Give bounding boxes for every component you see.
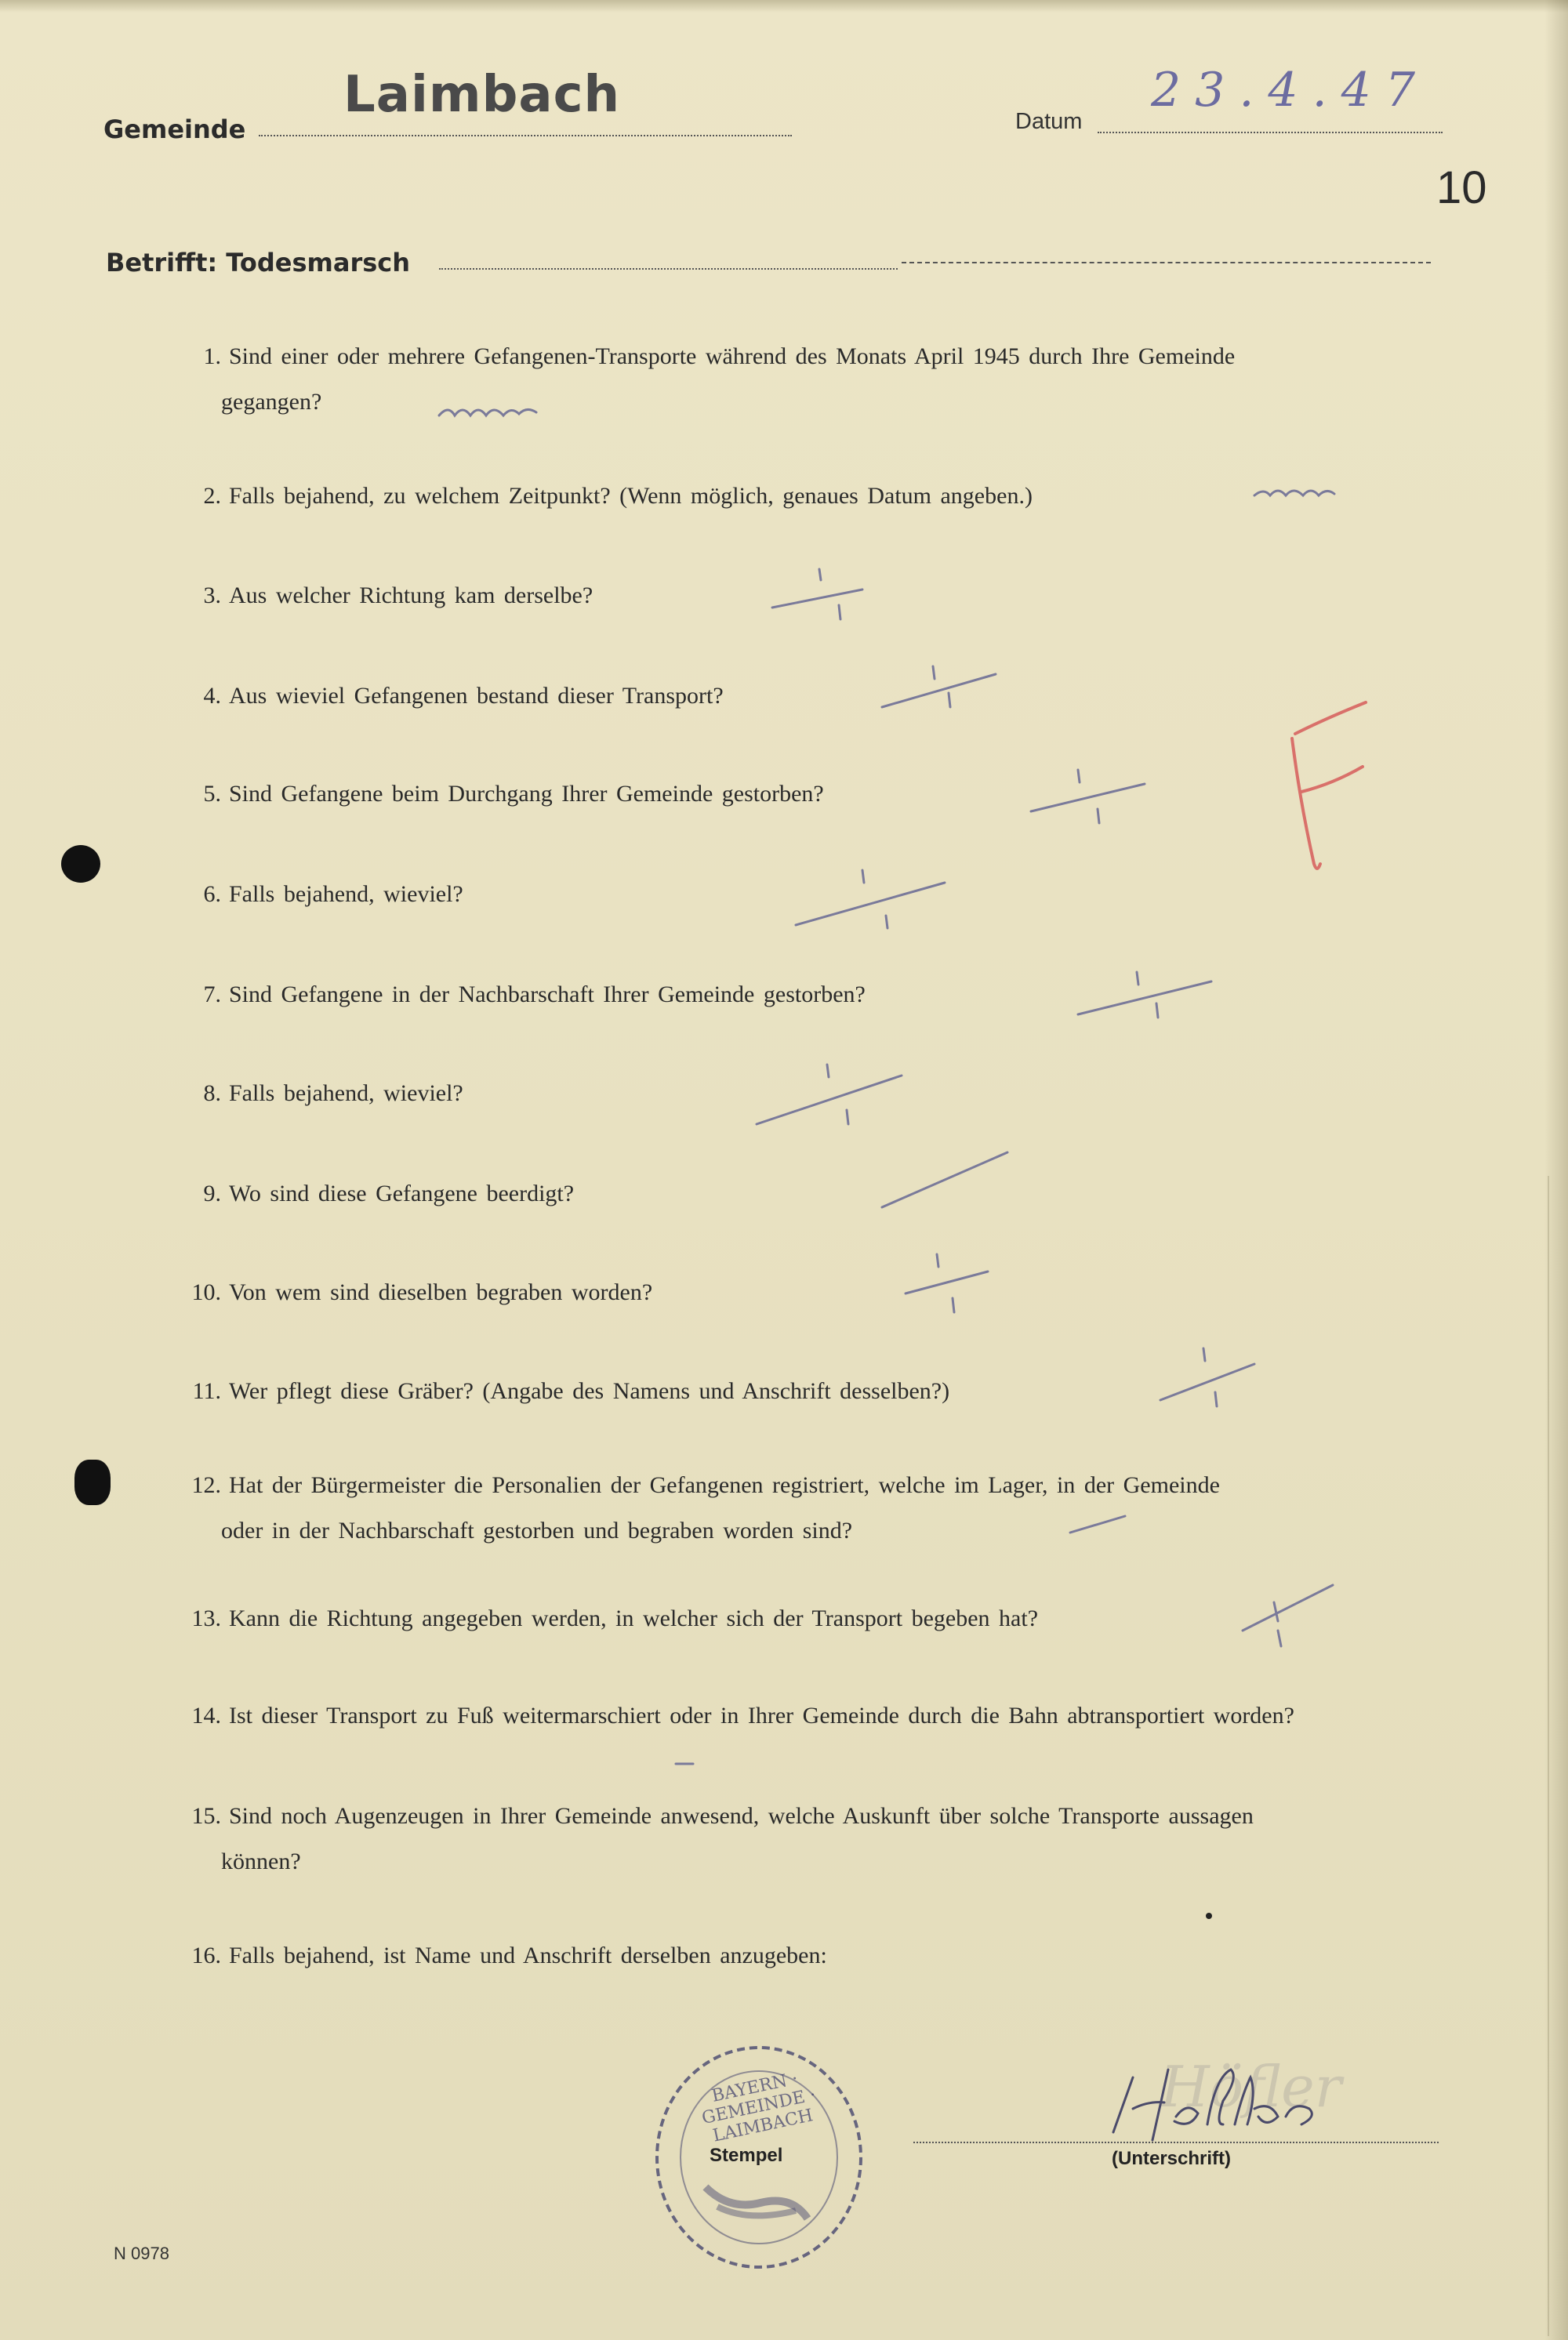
gemeinde-value: Laimbach bbox=[343, 66, 621, 124]
page-number: 10 bbox=[1436, 162, 1487, 213]
dash-mark-q11 bbox=[1160, 1348, 1254, 1406]
dash-mark-q9 bbox=[882, 1152, 1007, 1207]
dash-mark-q8 bbox=[757, 1065, 902, 1124]
dash-mark-q13 bbox=[1243, 1585, 1333, 1646]
question-text: Sind einer oder mehrere Gefangenen-Transporte während des Monats April 1945 durch Ihre Gemeinde bbox=[229, 343, 1236, 369]
dash-mark-q3 bbox=[772, 569, 862, 619]
dash-mark-q2 bbox=[1254, 491, 1334, 495]
question-text: Sind Gefangene beim Durchgang Ihrer Gemeinde gestorben? bbox=[229, 781, 824, 807]
question-number: 10. bbox=[191, 1279, 221, 1305]
stamp-text: BAYERN · GEMEINDE · LAIMBACH bbox=[700, 2069, 818, 2146]
dash-mark-q5 bbox=[1031, 770, 1145, 823]
question-text: Hat der Bürgermeister die Personalien der Gefangenen registriert, welche im Lager, in der Gemeinde bbox=[229, 1472, 1220, 1498]
question-text-cont: gegangen? bbox=[221, 389, 322, 415]
question-number: 12. bbox=[191, 1472, 221, 1498]
question-text-cont: können? bbox=[221, 1848, 301, 1874]
question-text: Falls bejahend, ist Name und Anschrift derselben anzugeben: bbox=[229, 1943, 827, 1968]
question-number: 8. bbox=[203, 1080, 221, 1106]
question-number: 16. bbox=[191, 1943, 221, 1968]
gemeinde-label: Gemeinde bbox=[103, 114, 246, 144]
dash-mark-q4 bbox=[882, 666, 996, 707]
question-text: Wo sind diese Gefangene beerdigt? bbox=[229, 1181, 575, 1206]
signature: Höfler bbox=[1160, 2054, 1342, 2120]
unterschrift-label: (Unterschrift) bbox=[1112, 2148, 1232, 2169]
question-text: Ist dieser Transport zu Fuß weitermarschiert oder in Ihrer Gemeinde durch die Bahn abtransportiert worden? bbox=[229, 1703, 1294, 1729]
question-number: 2. bbox=[203, 483, 221, 509]
ink-dot bbox=[1206, 1913, 1212, 1919]
datum-label: Datum bbox=[1015, 109, 1083, 134]
question-number: 9. bbox=[203, 1181, 221, 1206]
question-text: Wer pflegt diese Gräber? (Angabe des Namens und Anschrift desselben?) bbox=[229, 1378, 950, 1404]
question-text: Aus welcher Richtung kam derselbe? bbox=[229, 582, 593, 608]
question-number: 5. bbox=[203, 781, 221, 807]
question-text: Kann die Richtung angegeben werden, in welcher sich der Transport begeben hat? bbox=[229, 1605, 1039, 1631]
datum-value: 23.4.47 bbox=[1151, 63, 1430, 118]
stempel-label: Stempel bbox=[710, 2145, 783, 2166]
question-number: 15. bbox=[191, 1803, 221, 1829]
dash-mark-q10 bbox=[906, 1254, 988, 1312]
form-number: N 0978 bbox=[114, 2244, 169, 2263]
question-text-cont: oder in der Nachbarschaft gestorben und begraben worden sind? bbox=[221, 1518, 853, 1544]
betrifft-label: Betrifft: Todesmarsch bbox=[106, 248, 411, 278]
question-number: 1. bbox=[203, 343, 221, 369]
question-text: Aus wieviel Gefangenen bestand dieser Transport? bbox=[229, 683, 724, 709]
red-mark bbox=[1292, 702, 1366, 869]
question-number: 14. bbox=[191, 1703, 221, 1729]
question-number: 13. bbox=[191, 1605, 221, 1631]
question-number: 11. bbox=[192, 1378, 221, 1404]
dash-mark-q12 bbox=[1070, 1516, 1125, 1533]
dash-mark-q7 bbox=[1078, 972, 1211, 1018]
question-text: Falls bejahend, wieviel? bbox=[229, 1080, 463, 1106]
question-text: Sind Gefangene in der Nachbarschaft Ihrer Gemeinde gestorben? bbox=[229, 981, 866, 1007]
question-number: 3. bbox=[203, 582, 221, 608]
question-number: 4. bbox=[203, 683, 221, 709]
question-number: 7. bbox=[203, 981, 221, 1007]
question-text: Sind noch Augenzeugen in Ihrer Gemeinde anwesend, welche Auskunft über solche Transporte aussagen bbox=[229, 1803, 1254, 1829]
dash-mark-q1 bbox=[439, 409, 536, 415]
question-text: Falls bejahend, zu welchem Zeitpunkt? (Wenn möglich, genaues Datum angeben.) bbox=[229, 483, 1033, 509]
question-text: Falls bejahend, wieviel? bbox=[229, 881, 463, 907]
dash-mark-q6 bbox=[796, 870, 945, 928]
question-text: Von wem sind dieselben begraben worden? bbox=[229, 1279, 653, 1305]
question-number: 6. bbox=[203, 881, 221, 907]
signature-line bbox=[913, 2142, 1439, 2143]
